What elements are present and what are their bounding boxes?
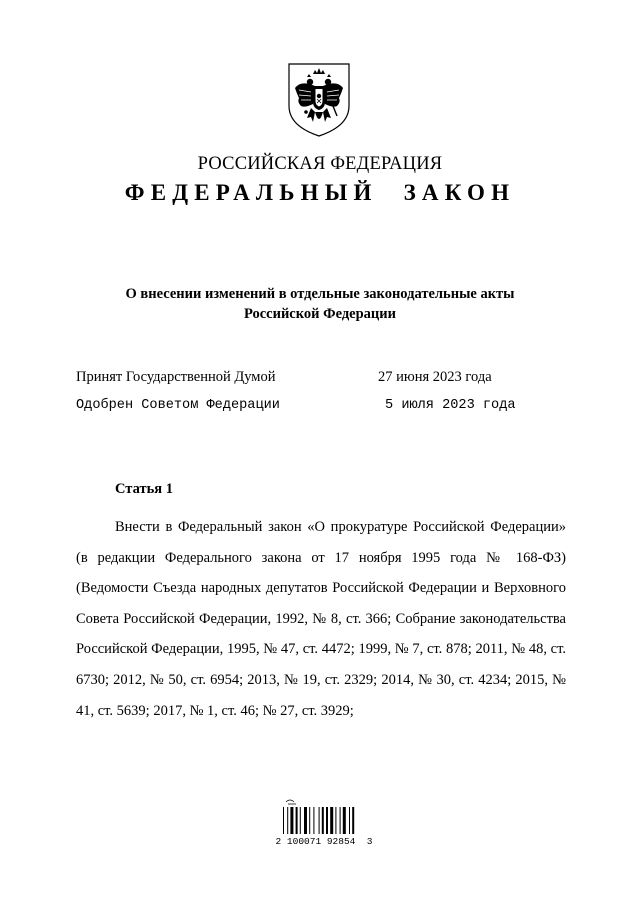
law-title-line-2: Российской Федерации (243, 306, 396, 322)
adoption-label: Принят Государственной Думой (76, 369, 276, 385)
barcode-icon (282, 796, 362, 856)
coat-of-arms-emblem-icon (287, 62, 351, 138)
law-title-line-1: О внесении изменений в отдельные законодательные акты (125, 286, 515, 302)
article-heading: Статья 1 (115, 481, 173, 497)
adoption-date: 5 июля 2023 года (385, 398, 516, 413)
law-title (60, 284, 580, 324)
article-body-text: Внести в Федеральный закон «О прокуратуре Российской Федерации» (в редакции Федерального закона от 17 ноября 1995 года № 168-ФЗ) (Ведомости Съезда народных депутатов Российской Федерации и Верховного Совета Российской Федерации, 1992, № 8, ст. 366; Собрание законодательства Российской Федерации, 1995, № 47, ст. 4472; 1999, № 7, ст. 878; 2011, № 48, ст. 6730; 2012, № 50, ст. 6954; 2013, № 19, ст. 2329; 2014, № 30, ст. 4234; 2015, № 41, ст. 5639; 2017, № 1, ст. 46; № 27, ст. 3929; (76, 519, 566, 719)
country-name: РОССИЙСКАЯ ФЕДЕРАЦИЯ (197, 154, 443, 174)
barcode-number: 2 100071 92854 3 (275, 836, 373, 847)
adoption-label: Одобрен Советом Федерации (76, 398, 280, 413)
law-type-heading: ФЕДЕРАЛЬНЫЙ ЗАКОН (124, 180, 516, 205)
adoption-date: 27 июня 2023 года (378, 369, 492, 385)
